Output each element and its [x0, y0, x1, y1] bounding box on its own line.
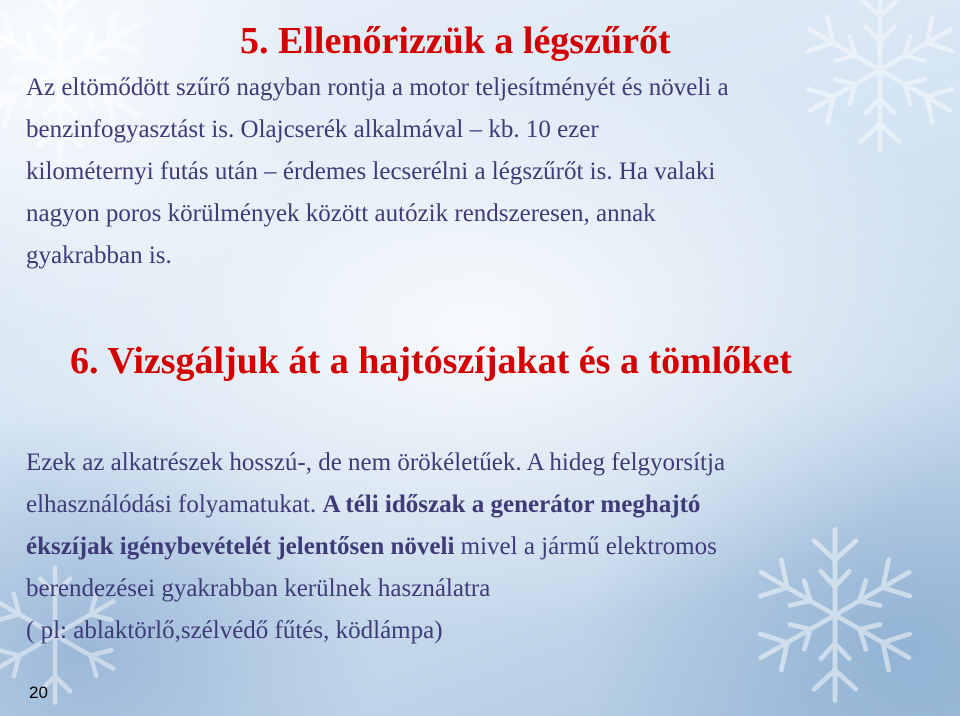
emphasized-text: ékszíjak igénybevételét jelentősen növeli: [26, 533, 455, 560]
paragraph-line: Ezek az alkatrészek hosszú-, de nem örökéletűek. A hideg felgyorsítja: [26, 449, 726, 476]
snowflake-icon: [790, 0, 960, 160]
paragraph-line: Az eltömődött szűrő nagyban rontja a motor teljesítményét és növeli a: [26, 74, 729, 101]
section-6-title: 6. Vizsgáljuk át a hajtószíjakat és a tömlőket: [70, 340, 792, 382]
paragraph-line: benzinfogyasztást is. Olajcserék alkalmával – kb. 10 ezer: [26, 116, 599, 143]
paragraph-line: [26, 484, 725, 526]
section-6-paragraph: [26, 442, 725, 652]
snowflake-icon: [720, 520, 950, 710]
paragraph-line: [26, 526, 725, 568]
paragraph-text: mivel a jármű elektromos: [454, 533, 717, 560]
paragraph-line: berendezései gyakrabban kerülnek használatra: [26, 575, 491, 602]
section-5-title: 5. Ellenőrizzük a légszűrőt: [240, 20, 671, 62]
paragraph-line: gyakrabban is.: [26, 242, 172, 269]
page-number: 20: [29, 683, 48, 702]
section-5-paragraph: [26, 67, 729, 277]
paragraph-line: ( pl: ablaktörlő,szélvédő fűtés, ködlámpa): [26, 617, 443, 644]
emphasized-text: A téli időszak a generátor meghajtó: [322, 491, 701, 518]
paragraph-line: kilométernyi futás után – érdemes lecserélni a légszűrőt is. Ha valaki: [26, 158, 716, 185]
paragraph-text: elhasználódási folyamatukat.: [26, 491, 323, 518]
paragraph-line: nagyon poros körülmények között autózik rendszeresen, annak: [26, 200, 656, 227]
